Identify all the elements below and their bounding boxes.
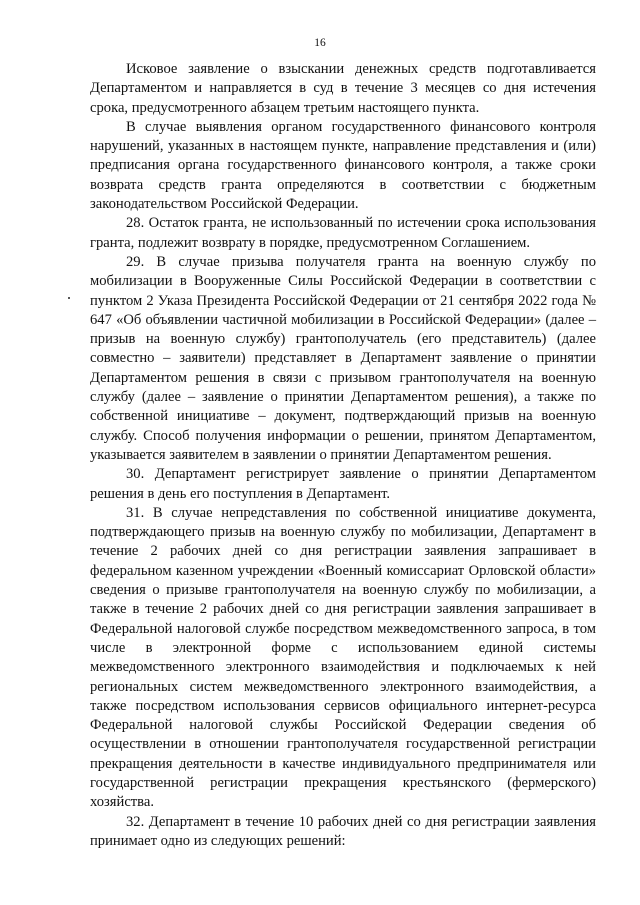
paragraph-item-31: 31. В случае непредставления по собственной инициативе документа, подтверждающего призыв на военную службу по мобилизации, Департамент в течение 2 рабочих дней со дня регистрации заявления запрашивает в федеральном казенном учреждении «Военный комиссариат Орловской области» сведения о призыве грантополучателя на военную службу по мобилизации, а также в течение 2 рабочих дней со дня регистрации заявления запрашивает в Федеральной налоговой службе посредством межведомственного запроса, в том числе в электронной форме с использованием единой системы межведомственного электронного взаимодействия и подключаемых к ней региональных систем межведомственного электронного взаимодействия, а также посредством использования сервисов официального интернет-ресурса Федеральной налоговой службы Российской Федерации сведения об осуществлении в отношении грантополучателя государственной регистрации прекращения деятельности в качестве индивидуального предпринимателя или государственной регистрации прекращения крестьянского (фермерского) хозяйства. — [90, 504, 596, 811]
paragraph-claim-statement: Исковое заявление о взыскании денежных средств подготавливается Департаментом и направляется в суд в течение 3 месяцев со дня истечения срока, предусмотренного абзацем третьим настоящего пункта. — [90, 61, 596, 116]
paragraph-item-29: 29. В случае призыва получателя гранта на военную службу по мобилизации в Вооруженные Силы Российской Федерации в соответствии с пунктом 2 Указа Президента Российской Федерации от 21 сентября 2022 года № 647 «Об объявлении частичной мобилизации в Российской Федерации» (далее – призыв на военную службу) грантополучатель (его представитель) (далее совместно – заявители) представляет в Департамент заявление о принятии Департаментом решения в связи с призывом грантополучателя на военную службу (далее – заявление о принятии Департаментом решения), а также по собственной инициативе – документ, подтверждающий призыв на военную службу. Способ получения информации о решении, принятом Департаментом, указывается заявителем в заявлении о принятии Департаментом решения. — [90, 253, 596, 463]
paragraph-item-28: 28. Остаток гранта, не использованный по истечении срока использования гранта, подлежит возврату в порядке, предусмотренном Соглашением. — [90, 215, 596, 251]
document-body — [90, 60, 596, 851]
paragraph-item-32: 32. Департамент в течение 10 рабочих дней со дня регистрации заявления принимает одно из следующих решений: — [90, 813, 596, 849]
paragraph-financial-control: В случае выявления органом государственного финансового контроля нарушений, указанных в настоящем пункте, направление представления и (или) предписания органа государственного финансового контроля, а также сроки возврата средств гранта определяются в соответствии с бюджетным законодательством Российской Федерации. — [90, 118, 596, 213]
paragraph-item-30: 30. Департамент регистрирует заявление о принятии Департаментом решения в день его поступления в Департамент. — [90, 466, 596, 502]
page-number: 16 — [314, 37, 326, 49]
scan-speck — [68, 297, 70, 299]
